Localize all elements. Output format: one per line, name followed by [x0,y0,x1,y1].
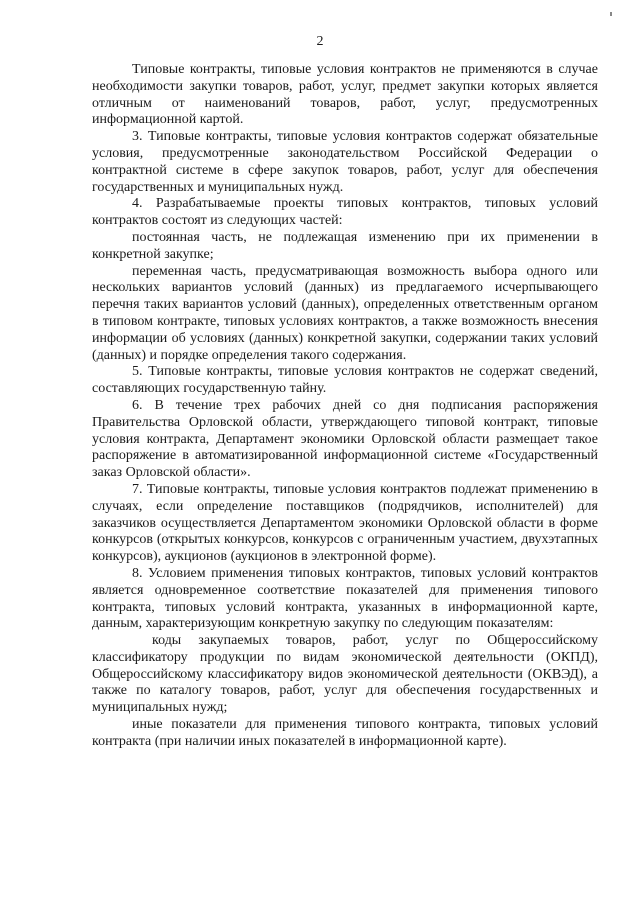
paragraph-8-codes: коды закупаемых товаров, работ, услуг по Общероссийскому классификатору продукции по видам экономической деятельности (ОКПД), Общероссийскому классификатору видов экономической деятельности (ОКВЭД), а также по каталогу товаров, работ, услуг для обеспечения государственных и муниципальных нужд; [92,633,598,716]
paragraph-4-fixed-part: постоянная часть, не подлежащая изменению при их применении в конкретной закупке; [92,229,598,262]
paragraph-7: 7. Типовые контракты, типовые условия контрактов подлежат применению в случаях, если определение поставщиков (подрядчиков, исполнителей) для заказчиков осуществляется Департаментом экономики Орловской области в форме конкурсов (открытых конкурсов, конкурсов с ограниченным участием, двухэтапных конкурсов), аукционов (аукционов в электронной форме). [92,481,598,565]
page-number: 2 [316,34,324,49]
paragraph-8: 8. Условием применения типовых контрактов, типовых условий контрактов является одновременное соответствие показателей для применения типового контракта, типовых условий контракта, указанных в информационной карте, данным, характеризующим конкретную закупку по следующим показателям: [92,565,598,632]
document-body [92,62,598,751]
paragraph-3: 3. Типовые контракты, типовые условия контрактов содержат обязательные условия, предусмотренные законодательством Российской Федерации о контрактной системе в сфере закупок товаров, работ, услуг для обеспечения государственных и муниципальных нужд. [92,129,598,195]
paragraph-6: 6. В течение трех рабочих дней со дня подписания распоряжения Правительства Орловской области, утверждающего типовой контракт, типовые условия контракта, Департамент экономики Орловской области размещает такое распоряжение в автоматизированной информационной системе «Государственный заказ Орловской области». [92,397,598,481]
paragraph-4-variable-part: переменная часть, предусматривающая возможность выбора одного или нескольких вариантов условий (данных) из предлагаемого исчерпывающего перечня таких вариантов условий (данных), определенных ответственным органом в типовом контракте, типовых условиях контрактов, а также возможность внесения информации об условиях (данных) конкретной закупки, содержании таких условий (данных) и порядке определения такого содержания. [92,263,598,363]
paragraph-5: 5. Типовые контракты, типовые условия контрактов не содержат сведений, составляющих государственную тайну. [92,364,598,397]
scan-mark [610,12,612,16]
paragraph-4: 4. Разрабатываемые проекты типовых контрактов, типовых условий контрактов состоят из следующих частей: [92,196,598,229]
paragraph-8-other-indicators: иные показатели для применения типового контракта, типовых условий контракта (при наличии иных показателей в информационной карте). [92,717,598,749]
paragraph-intro: Типовые контракты, типовые условия контрактов не применяются в случае необходимости закупки товаров, работ, услуг, предмет закупки которых является отличным от наименований товаров, работ, услуг, предусмотренных информационной картой. [92,62,598,128]
